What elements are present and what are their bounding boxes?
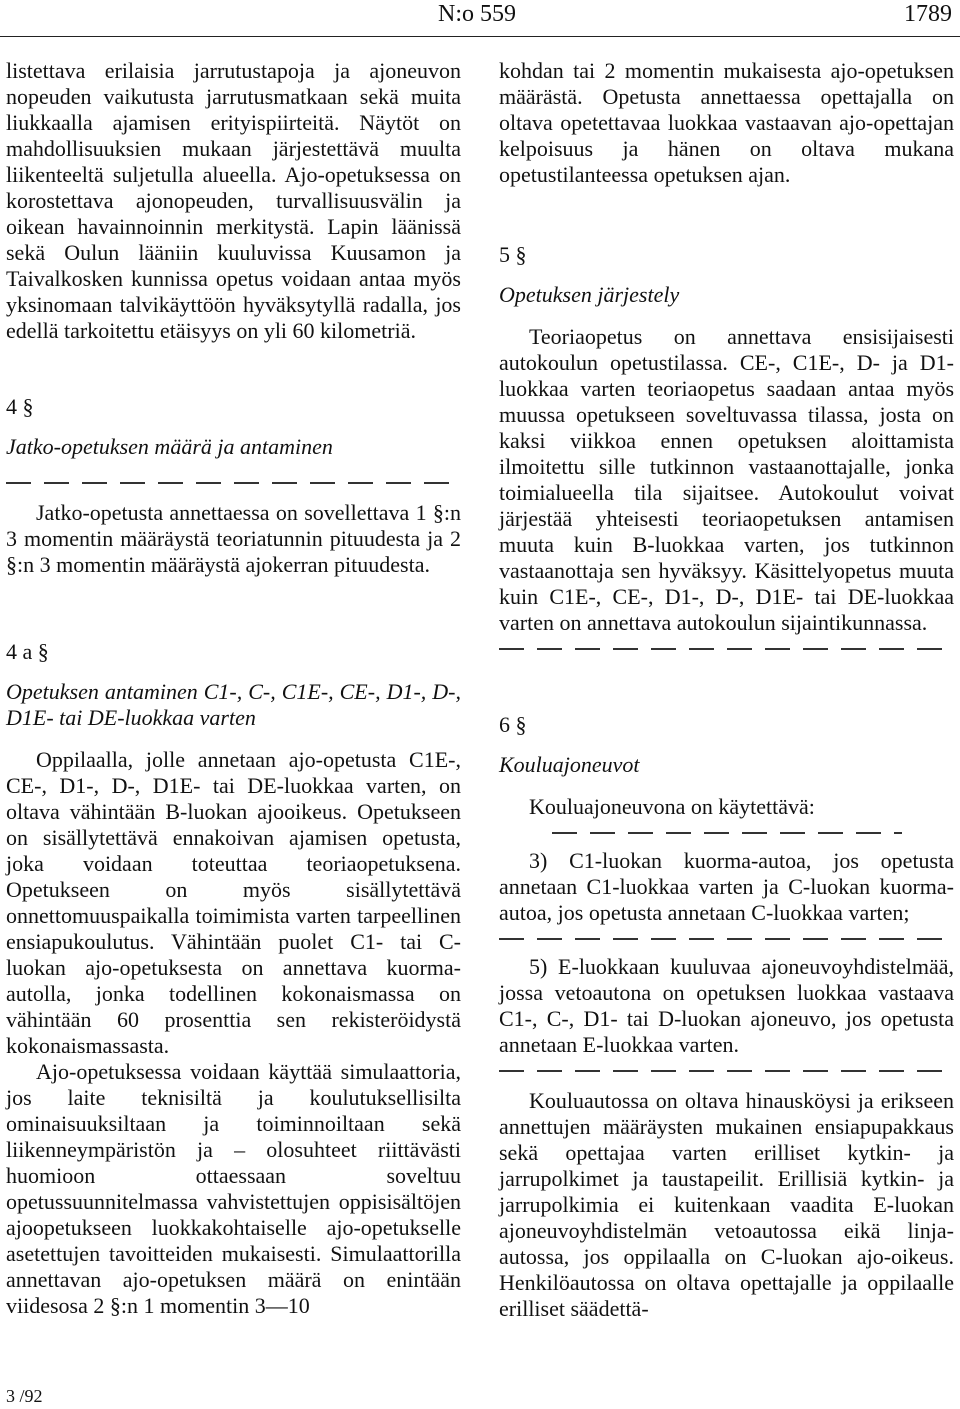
paragraph: 5) E-luokkaan kuuluvaa ajoneuvoyhdistelmää, jossa vetoautona on opetuksen luokkaa vastaava C1-, C-, D1- tai D-luokan ajoneuvo, jos opetusta annetaan E-luokkaa varten. bbox=[499, 954, 954, 1057]
header-rule bbox=[0, 36, 960, 37]
paragraph: listettava erilaisia jarrutustapoja ja ajoneuvon nopeuden vaikutusta jarrutusmatkaan sekä muita liukkaalla ajamisen erityispiirteitä. Näytöt on mahdollisuuksien mukaan järjestettävä muulta liikenteeltä suljetulla alueella. Ajo-opetuksessa on korostettava ajonopeuden, turvallisuusvälin ja oikean havainnoinnin merkitystä. Lapin läänissä sekä Oulun lääniin kuuluvissa Kuusamon ja Taivalkosken kunnissa opetus voidaan antaa myös yksinomaan talvikäyttöön hyväksytyllä radalla, jos edellä tarkoitettu etäisyys on yli 60 kilometriä. bbox=[6, 58, 461, 343]
section-title: Opetuksen järjestely bbox=[499, 282, 680, 307]
print-signature: 3 /92 bbox=[6, 1386, 43, 1406]
gazette-number: N:o 559 bbox=[438, 1, 516, 27]
section-number: 4 a § bbox=[6, 639, 49, 664]
paragraph: Oppilaalla, jolle annetaan ajo-opetusta C1E-, CE-, D1-, D-, D1E- tai DE-luokkaa varten, on oltava vähintään B-luokan ajooikeus. Opetukseen on sisällytettävä ennakoivan ajamisen opetusta, joka voidaan toteuttaa teoriaopetuksena. Opetukseen on myös sisällytettävä onnettomuuspaikalla toimimista varten tarpeellinen ensiapukoulutus. Vähintään puolet C1- tai C-luokan ajo-opetuksesta on annettava kuorma-autolla, jonka todellinen kokonaismassa on vähintään 60 prosenttia sen rekisteröidystä kokonaismassasta. bbox=[6, 747, 461, 1058]
section-title: Kouluajoneuvot bbox=[499, 752, 640, 777]
page-number: 1789 bbox=[904, 1, 952, 27]
paragraph: Teoriaopetus on annettava ensisijaisesti autokoulun opetustilassa. CE-, C1E-, D- ja D1-luokkaa varten teoriaopetus saadaan antaa myös muussa opetukseen soveltuvassa tilassa, josta on kaksi viikkoa ennen opetuksen aloittamista ilmoitettu sille tutkinnon vastaanottajalle, jonka toimialueella tila sijaitsee. Autokoulut voivat järjestää yhteisesti teoriaopetuksen antamisen muuta kuin B-luokkaa varten, jos tutkinnon vastaanottaja sen hyväksyy. Käsittelyopetus muuta kuin C1E-, CE-, D1-, D-, D1E- tai DE-luokkaa varten on annettava autokoulun sijaintikunnassa. bbox=[499, 324, 954, 635]
right-column bbox=[499, 58, 954, 1322]
left-column bbox=[6, 58, 461, 1319]
paragraph: kohdan tai 2 momentin mukaisesta ajo-opetuksen määrästä. Opetusta annettaessa opettajalla on oltava opetettavaa luokkaa vastaavan ajo-opettajan kelpoisuus ja hänen on oltava mukana opetustilanteessa opetuksen ajan. bbox=[499, 58, 954, 187]
section-title: Opetuksen antaminen C1-, C-, C1E-, CE-, D1-, D-, D1E- tai DE-luokkaa varten bbox=[6, 679, 461, 730]
paragraph: Ajo-opetuksessa voidaan käyttää simulaattoria, jos laite teknisiltä ja koulutuksellisilta ominaisuuksiltaan ja toiminnoiltaan sekä liikenneympäristön ja – olosuhteet riittävästi huomioon ottaessaan soveltuu opetussuunnitelmassa vahvistettujen oppisisältöjen ajoopetukseen luokkakohtaiselle ajo-opetukselle asetettujen tavoitteiden mukaisesti. Simulaattorilla annettavan ajo-opetuksen määrä on enintään viidesosa 2 §:n 1 momentin 3—10 bbox=[6, 1059, 461, 1318]
section-number: 5 § bbox=[499, 242, 527, 267]
paragraph: Jatko-opetusta annettaessa on sovellettava 1 §:n 3 momentin määräystä teoriatunnin pituudesta ja 2 §:n 3 momentin määräystä ajokerran pituudesta. bbox=[6, 500, 461, 577]
paragraph: Kouluajoneuvona on käytettävä: bbox=[529, 794, 815, 819]
paragraph: Kouluautossa on oltava hinausköysi ja erikseen annettujen määräysten mukainen ensiapupakkaus sekä opettajaa varten erilliset kytkin- ja jarrupolkimet ja taustapeilit. Erillisiä kytkin- ja jarrupolkimia ei kuitenkaan vaadita E-luokan ajoneuvoyhdistelmän vetoautossa eikä linja-autossa, jos oppilaalla on C-luokan ajo-oikeus. Henkilöautossa on oltava opettajalle ja oppilaalle erilliset säädettä- bbox=[499, 1088, 954, 1321]
section-number: 6 § bbox=[499, 712, 527, 737]
section-number: 4 § bbox=[6, 394, 34, 419]
section-title: Jatko-opetuksen määrä ja antaminen bbox=[6, 434, 333, 459]
paragraph: 3) C1-luokan kuorma-autoa, jos opetusta annetaan C1-luokkaa varten ja C-luokan kuorma-autoa, jos opetusta annetaan C-luokkaa varten; bbox=[499, 848, 954, 925]
